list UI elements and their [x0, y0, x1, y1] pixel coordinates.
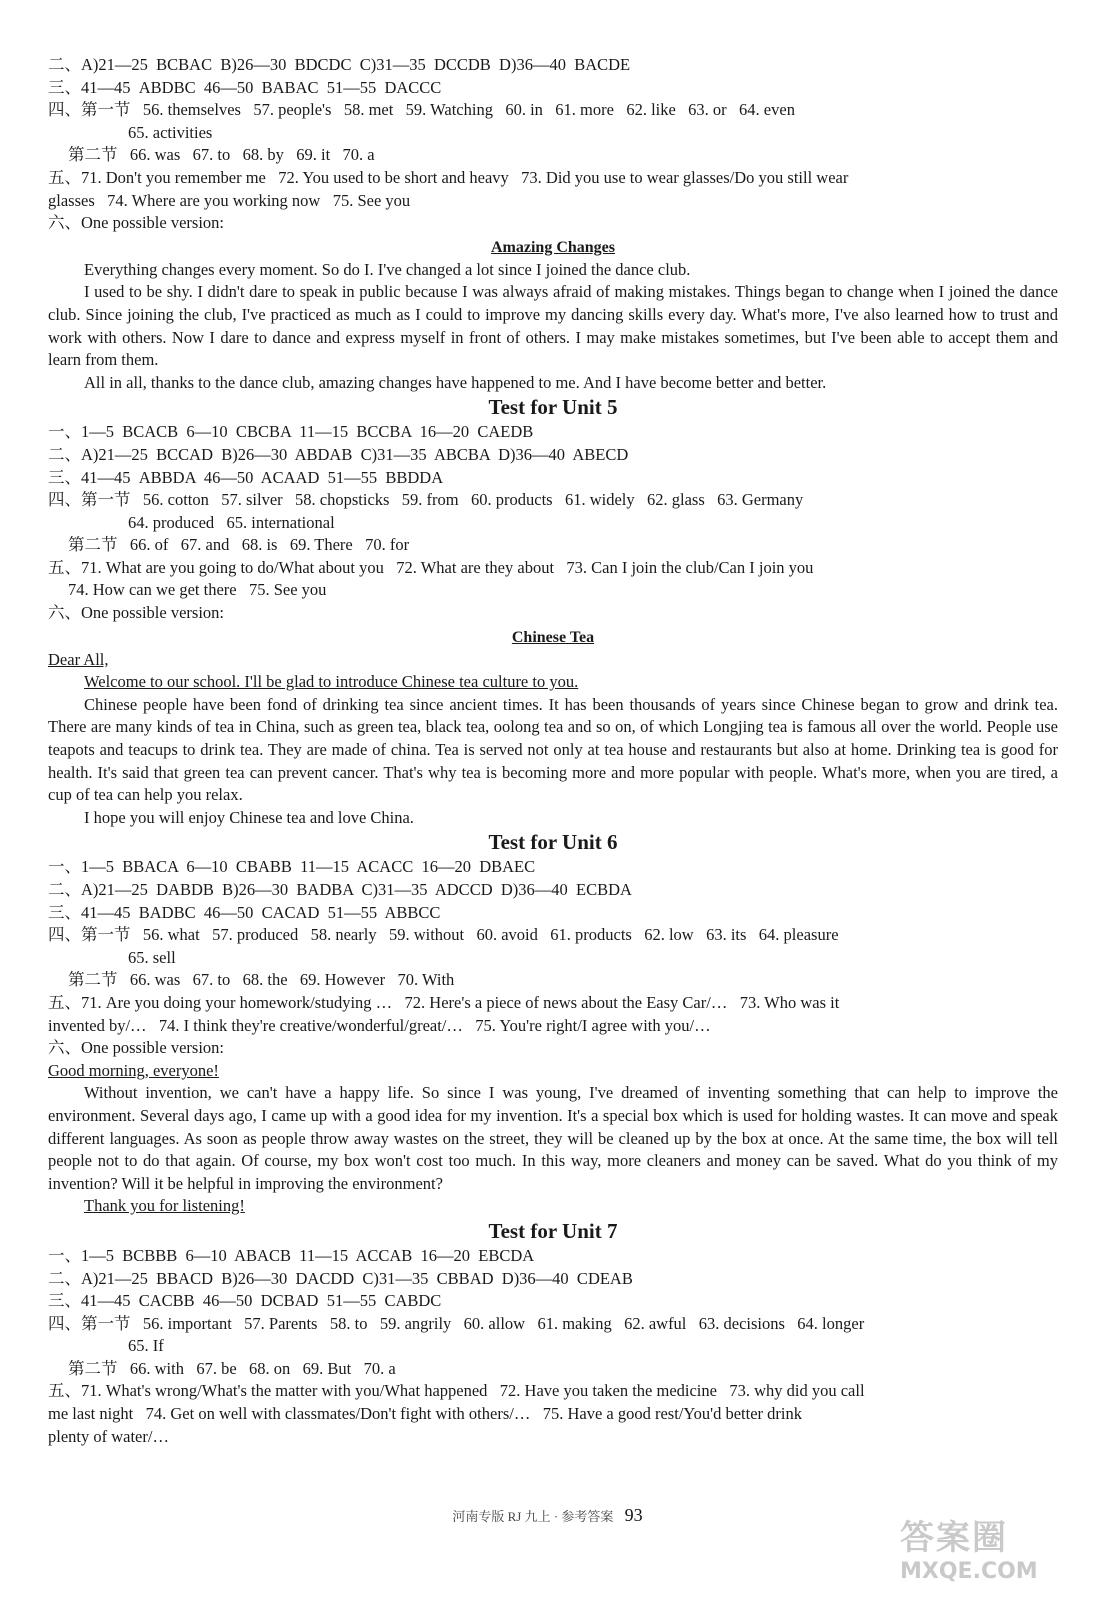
letter-greeting: Dear All, — [48, 649, 109, 669]
essay-paragraph: All in all, thanks to the dance club, amazing changes have happened to me. And I have become better and better. — [84, 372, 827, 392]
answer-line: 一、1—5 BCACB 6—10 CBCBA 11—15 BCCBA 16—20 CAEDB — [48, 422, 534, 442]
answer-line: 二、A)21—25 BCBAC B)26—30 BDCDC C)31—35 DCCDB D)36—40 BACDE — [48, 55, 631, 74]
answer-line: 六、One possible version: — [48, 213, 224, 233]
answer-line: 四、第一节 56. what 57. produced 58. nearly 59. without 60. avoid 61. products 62. low 63. its 64. pleasure — [48, 925, 839, 945]
answer-line: glasses 74. Where are you working now 75. See you — [48, 190, 411, 210]
answer-line: 五、71. What's wrong/What's the matter with you/What happened 72. Have you taken the medicine 73. why did you call — [48, 1381, 865, 1401]
essay-paragraph: I used to be shy. I didn't dare to speak in public because I was always afraid of making mistakes. Things began to change when I joined the dance club. Since joining the club, I've practiced as much as I could to improve my dancing skills every day. What's more, I've also learned how to trust and work with others. Now I dare to dance and express myself in front of others. I may make mistakes sometimes, but I've been able to accept them and learn from them. — [48, 282, 1058, 370]
answer-line: 五、71. Are you doing your homework/studying … 72. Here's a piece of news about the Easy Car/… 73. Who was it — [48, 992, 840, 1012]
answer-line: 第二节 66. with 67. be 68. on 69. But 70. a — [68, 1358, 396, 1378]
answer-line: 二、A)21—25 BBACD B)26—30 DACDD C)31—35 CBBAD D)36—40 CDEAB — [48, 1268, 633, 1288]
watermark-logo: 答案圈 — [900, 1518, 1008, 1558]
speech-closing-text: Thank you for listening! — [84, 1196, 245, 1216]
unit6-section — [48, 829, 1058, 1218]
answer-line: 三、41—45 ABBDA 46—50 ACAAD 51—55 BBDDA — [48, 467, 444, 487]
answer-line: 74. How can we get there 75. See you — [68, 580, 327, 600]
unit7-section — [48, 1218, 1058, 1448]
unit-title: Test for Unit 5 — [488, 395, 618, 420]
essay-paragraph: I hope you will enjoy Chinese tea and love China. — [84, 807, 414, 827]
answer-key-page — [48, 54, 1058, 1448]
answer-line: plenty of water/… — [48, 1426, 169, 1446]
answer-line: 三、41—45 ABDBC 46—50 BABAC 51—55 DACCC — [48, 77, 442, 97]
answer-line: 65. If — [128, 1336, 164, 1356]
answer-line: 五、71. What are you going to do/What about you 72. What are they about 73. Can I join the club/Can I join you — [48, 557, 814, 577]
answer-line: 一、1—5 BBACA 6—10 CBABB 11—15 ACACC 16—20 DBAEC — [48, 857, 536, 877]
answer-line: 六、One possible version: — [48, 603, 224, 623]
letter-intro-text: Welcome to our school. I'll be glad to introduce Chinese tea culture to you. — [84, 672, 579, 692]
answer-line: 二、A)21—25 DABDB B)26—30 BADBA C)31—35 ADCCD D)36—40 ECBDA — [48, 880, 632, 899]
answer-line: 四、第一节 56. important 57. Parents 58. to 59. angrily 60. allow 61. making 62. awful 63. decisions 64. longer — [48, 1313, 865, 1333]
answer-line: 四、第一节 56. cotton 57. silver 58. chopsticks 59. from 60. products 61. widely 62. glass 63. Germany — [48, 490, 804, 510]
answer-line: 六、One possible version: — [48, 1038, 224, 1058]
unit-title: Test for Unit 6 — [488, 830, 618, 855]
answer-line: 第二节 66. was 67. to 68. the 69. However 70. With — [68, 970, 455, 990]
essay-title: Amazing Changes — [490, 238, 615, 256]
answer-line: 65. sell — [128, 947, 176, 967]
answer-line: 二、A)21—25 BCCAD B)26—30 ABDAB C)31—35 ABCBA D)36—40 ABECD — [48, 444, 629, 464]
unit-title: Test for Unit 7 — [488, 1218, 618, 1243]
speech-closing — [48, 1195, 1058, 1218]
answer-line: 第二节 66. was 67. to 68. by 69. it 70. a — [68, 145, 375, 165]
answer-line: 三、41—45 CACBB 46—50 DCBAD 51—55 CABDC — [48, 1291, 442, 1311]
essay-paragraph: Chinese people have been fond of drinking tea since ancient times. It has been thousands of years since Chinese began to grow and drink tea. There are many kinds of tea in China, such as green tea, black tea, oolong tea and so on, of which Longjing tea is famous all over the world. People use teapots and teacups to drink tea. They are made of china. Tea is served not only at tea house and restaurants but also at home. Drinking tea is good for health. It's said that green tea can prevent cancer. That's why tea is becoming more and more popular with people. What's more, when you are tired, a cup of tea can help you relax. — [48, 694, 1058, 805]
answer-line: 三、41—45 BADBC 46—50 CACAD 51—55 ABBCC — [48, 902, 441, 922]
answer-line: 一、1—5 BCBBB 6—10 ABACB 11—15 ACCAB 16—20 EBCDA — [48, 1245, 535, 1265]
answer-line: invented by/… 74. I think they're creative/wonderful/great/… 75. You're right/I agree with you/… — [48, 1015, 711, 1035]
page-number: 93 — [624, 1505, 643, 1525]
answer-line: 65. activities — [128, 122, 213, 142]
watermark-site: MXQE.COM — [900, 1559, 1038, 1584]
answer-line: me last night 74. Get on well with classmates/Don't fight with others/… 75. Have a good rest/You'd better drink — [48, 1404, 802, 1424]
answer-line: 四、第一节 56. themselves 57. people's 58. met 59. Watching 60. in 61. more 62. like 63. or 64. even — [48, 100, 795, 120]
essay-paragraph: Everything changes every moment. So do I. I've changed a lot since I joined the dance club. — [84, 259, 691, 279]
footer-label: 河南专版 RJ 九上 · 参考答案 — [452, 1509, 614, 1524]
unit4-answers — [48, 54, 1058, 394]
answer-line: 五、71. Don't you remember me 72. You used to be short and heavy 73. Did you use to wear glasses/Do you still wear — [48, 167, 849, 187]
unit5-section — [48, 394, 1058, 829]
letter-intro — [48, 671, 1058, 694]
speech-greeting: Good morning, everyone! — [48, 1060, 219, 1080]
watermark — [900, 1510, 1060, 1590]
answer-line: 第二节 66. of 67. and 68. is 69. There 70. for — [68, 535, 410, 555]
essay-paragraph: Without invention, we can't have a happy life. So since I was young, I've dreamed of inventing something that can help to improve the environment. Several days ago, I came up with a good idea for my invention. It's a special box which is used for holding wastes. It can move and speak different languages. As soon as people throw away wastes on the street, they will be cleaned up by the box at once. At the same time, the box will tell people not to do that again. Of course, my box won't cost too much. In this way, more cleaners and money can be saved. What do you think of my invention? Will it be helpful in improving the environment? — [48, 1083, 1058, 1193]
essay-title: Chinese Tea — [511, 628, 595, 646]
answer-line: 64. produced 65. international — [128, 512, 335, 532]
